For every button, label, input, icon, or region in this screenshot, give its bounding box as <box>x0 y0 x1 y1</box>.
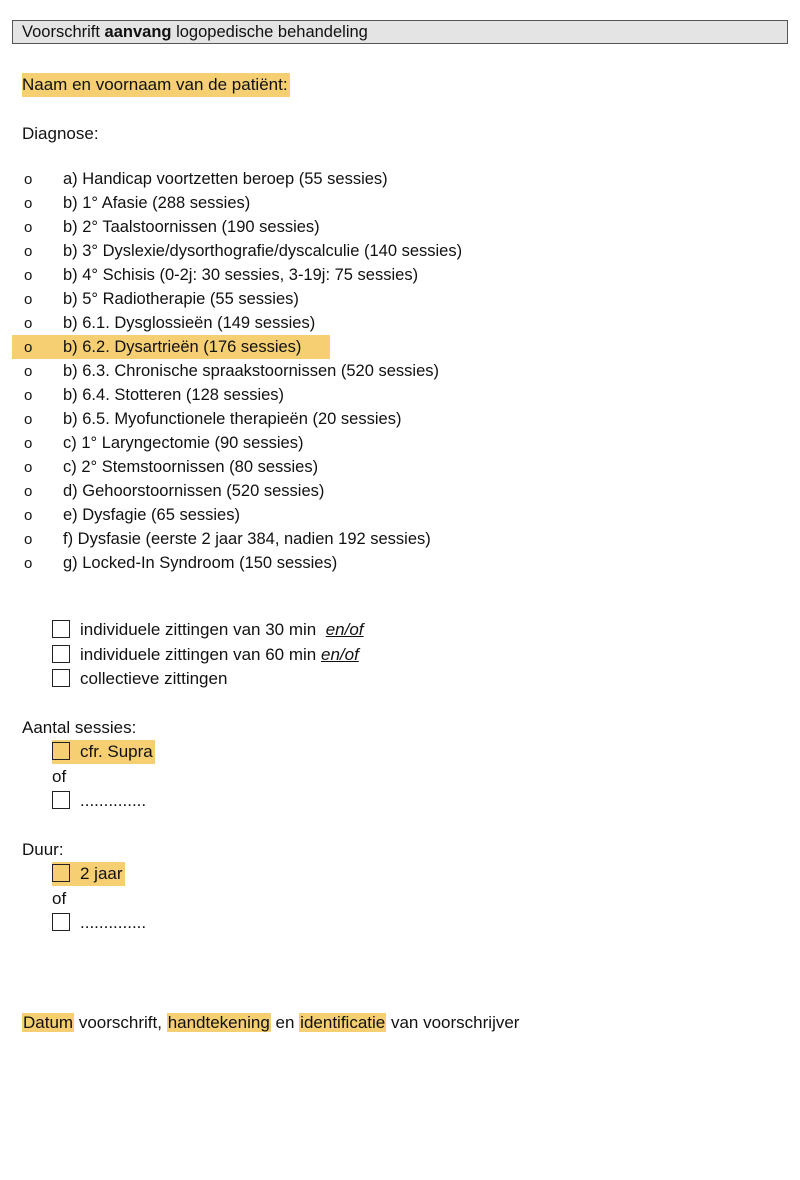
diagnosis-option-selected[interactable] <box>12 335 330 359</box>
session-count-supra[interactable] <box>52 740 155 764</box>
bullet-icon: o <box>24 363 33 380</box>
session-count-or: of <box>52 767 67 786</box>
diagnosis-option-label: b) 6.3. Chronische spraakstoornissen (520 sessies) <box>63 362 440 380</box>
diagnosis-option[interactable] <box>12 407 712 431</box>
diagnosis-option-label: b) 6.1. Dysglossieën (149 sessies) <box>63 314 316 332</box>
signature-text: van voorschrijver <box>390 1013 520 1032</box>
diagnosis-option[interactable] <box>12 287 712 311</box>
bullet-icon: o <box>24 459 33 476</box>
diagnosis-option[interactable] <box>12 479 712 503</box>
diagnosis-option[interactable] <box>12 167 712 191</box>
session-type-60min[interactable] <box>52 643 359 667</box>
diagnosis-option[interactable] <box>12 527 712 551</box>
bullet-icon: o <box>24 315 33 332</box>
bullet-icon: o <box>24 555 33 572</box>
bullet-icon: o <box>24 291 33 308</box>
bullet-icon: o <box>24 483 33 500</box>
session-count-other[interactable] <box>52 789 146 813</box>
diagnosis-option-label: b) 4° Schisis (0-2j: 30 sessies, 3-19j: 75 sessies) <box>63 266 419 284</box>
signature-text: voorschrift, <box>78 1013 162 1032</box>
checkbox-checked[interactable] <box>52 864 70 882</box>
duration-blank: .............. <box>80 913 147 932</box>
signature-text: en <box>275 1013 295 1032</box>
session-type-30min-label: individuele zittingen van 30 min <box>80 620 317 639</box>
checkbox[interactable] <box>52 791 70 809</box>
diagnosis-option[interactable] <box>12 263 712 287</box>
bullet-icon: o <box>24 531 33 548</box>
session-type-30min[interactable] <box>52 618 364 642</box>
bullet-icon: o <box>24 507 33 524</box>
diagnosis-option[interactable] <box>12 191 712 215</box>
checkbox[interactable] <box>52 913 70 931</box>
bullet-icon: o <box>24 267 33 284</box>
bullet-icon: o <box>24 171 33 188</box>
session-type-collective[interactable] <box>52 667 227 691</box>
duration-label: Duur: <box>22 840 64 859</box>
diagnosis-list <box>12 167 712 575</box>
diagnosis-option[interactable] <box>12 503 712 527</box>
duration-2-years[interactable] <box>52 862 125 886</box>
checkbox-checked[interactable] <box>52 742 70 760</box>
title-prefix: Voorschrift <box>22 23 100 41</box>
and-or-note: en/of <box>321 645 359 664</box>
bullet-icon: o <box>24 219 33 236</box>
diagnosis-option[interactable] <box>12 311 712 335</box>
session-count-label: Aantal sessies: <box>22 718 137 737</box>
duration-2-years-label: 2 jaar <box>80 864 123 883</box>
diagnosis-option-label: f) Dysfasie (eerste 2 jaar 384, nadien 192 sessies) <box>63 530 431 548</box>
diagnosis-option[interactable] <box>12 215 712 239</box>
diagnosis-label: Diagnose: <box>22 124 99 143</box>
title-suffix: logopedische behandeling <box>176 23 368 41</box>
diagnosis-option[interactable] <box>12 455 712 479</box>
bullet-icon: o <box>24 243 33 260</box>
diagnosis-option-label: b) 1° Afasie (288 sessies) <box>63 194 251 212</box>
identification-label: identificatie <box>300 1013 386 1032</box>
and-or-note: en/of <box>325 620 364 639</box>
bullet-icon: o <box>24 339 33 356</box>
bullet-icon: o <box>24 435 33 452</box>
diagnosis-option[interactable] <box>12 383 712 407</box>
checkbox[interactable] <box>52 620 70 638</box>
diagnosis-option-label: b) 6.4. Stotteren (128 sessies) <box>63 386 285 404</box>
diagnosis-option-label: b) 6.5. Myofunctionele therapieën (20 sessies) <box>63 410 402 428</box>
duration-or: of <box>52 889 67 908</box>
diagnosis-option-label: c) 2° Stemstoornissen (80 sessies) <box>63 458 319 476</box>
diagnosis-option-label: b) 6.2. Dysartrieën (176 sessies) <box>63 338 302 356</box>
diagnosis-option-label: e) Dysfagie (65 sessies) <box>63 506 240 524</box>
date-label: Datum <box>23 1013 74 1032</box>
bullet-icon: o <box>24 195 33 212</box>
title-bold: aanvang <box>104 23 172 41</box>
diagnosis-option-label: d) Gehoorstoornissen (520 sessies) <box>63 482 325 500</box>
bullet-icon: o <box>24 387 33 404</box>
diagnosis-option[interactable] <box>12 359 712 383</box>
duration-other[interactable] <box>52 911 146 935</box>
session-type-collective-label: collectieve zittingen <box>80 669 228 688</box>
session-count-supra-label: cfr. Supra <box>80 742 153 761</box>
checkbox[interactable] <box>52 669 70 687</box>
diagnosis-option-label: a) Handicap voortzetten beroep (55 sessies) <box>63 170 388 188</box>
patient-name-label: Naam en voornaam van de patiënt: <box>22 73 290 97</box>
document-title <box>12 20 788 44</box>
diagnosis-option-label: b) 5° Radiotherapie (55 sessies) <box>63 290 299 308</box>
diagnosis-option-label: g) Locked-In Syndroom (150 sessies) <box>63 554 338 572</box>
signature-label: handtekening <box>167 1013 270 1032</box>
diagnosis-option[interactable] <box>12 551 712 575</box>
session-count-blank: .............. <box>80 791 147 810</box>
signature-line <box>22 1011 519 1035</box>
bullet-icon: o <box>24 411 33 428</box>
session-type-60min-label: individuele zittingen van 60 min <box>80 645 317 664</box>
diagnosis-option[interactable] <box>12 431 712 455</box>
checkbox[interactable] <box>52 645 70 663</box>
diagnosis-option-label: b) 2° Taalstoornissen (190 sessies) <box>63 218 320 236</box>
diagnosis-option-label: c) 1° Laryngectomie (90 sessies) <box>63 434 304 452</box>
diagnosis-option-label: b) 3° Dyslexie/dysorthografie/dyscalculie (140 sessies) <box>63 242 463 260</box>
diagnosis-option[interactable] <box>12 239 712 263</box>
